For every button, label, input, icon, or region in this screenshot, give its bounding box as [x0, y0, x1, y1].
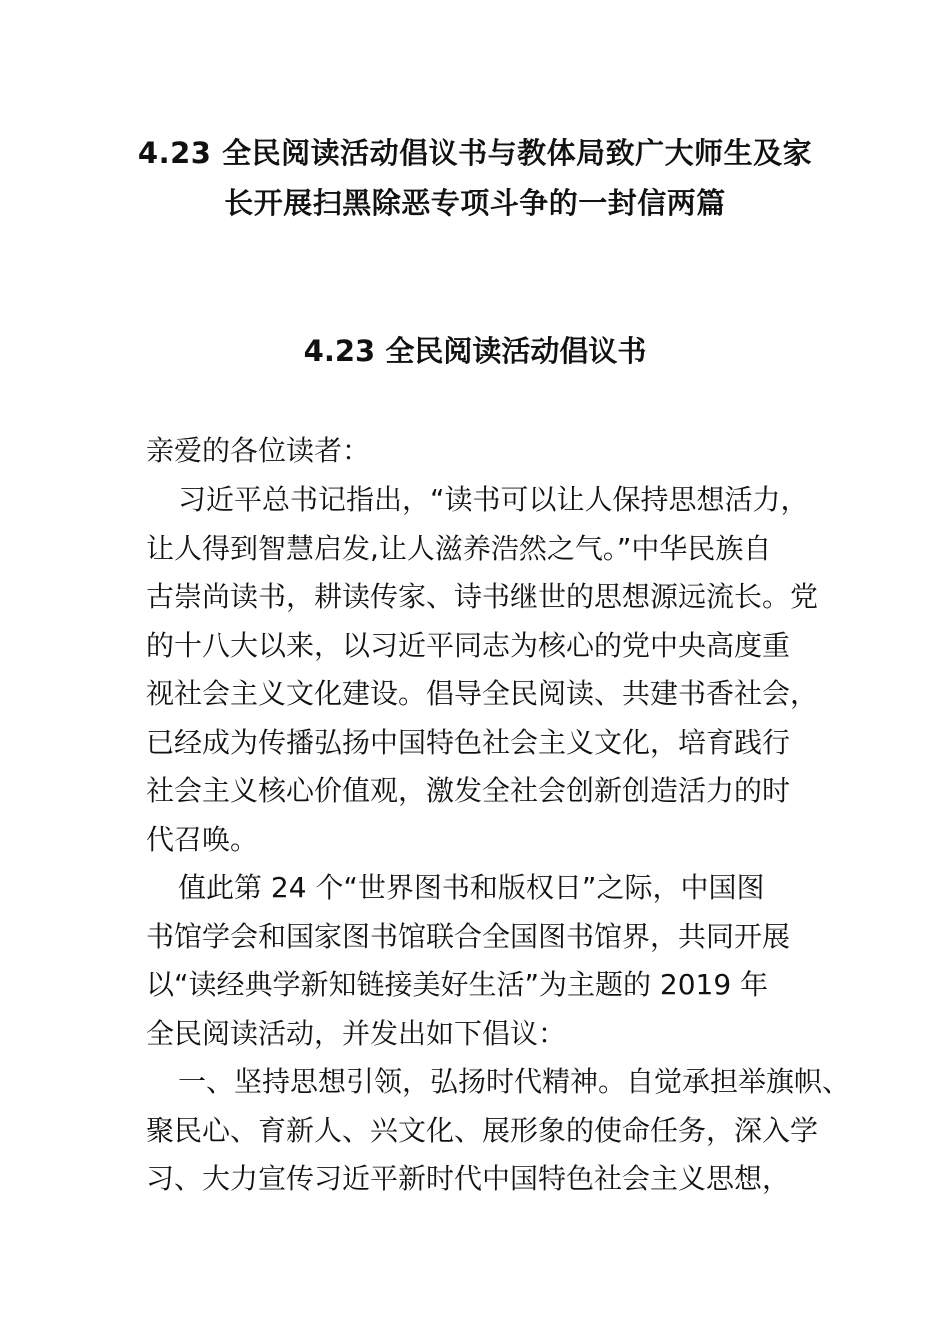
paragraph-line: 全民阅读活动，并发出如下倡议：	[146, 1016, 567, 1050]
paragraph-line: 书馆学会和国家图书馆联合全国图书馆界，共同开展	[146, 919, 791, 953]
paragraph-line: 古崇尚读书，耕读传家、诗书继世的思想源远流长。党	[146, 580, 819, 613]
paragraph-line: 一、坚持思想引领，弘扬时代精神。自觉承担举旗帜、	[178, 1065, 851, 1098]
body-text	[146, 476, 851, 1204]
salutation: 亲爱的各位读者：	[146, 434, 371, 467]
paragraph-line: 习、大力宣传习近平新时代中国特色社会主义思想，	[146, 1162, 791, 1195]
paragraph-line: 视社会主义文化建设。倡导全民阅读、共建书香社会，	[146, 677, 819, 710]
paragraph-line: 值此第 24 个“世界图书和版权日”之际，中国图	[178, 871, 765, 904]
paragraph-line: 聚民心、育新人、兴文化、展形象的使命任务，深入学	[146, 1113, 819, 1147]
document-title-line-2: 长开展扫黑除恶专项斗争的一封信两篇	[224, 186, 726, 220]
paragraph-line: 已经成为传播弘扬中国特色社会主义文化，培育践行	[146, 725, 791, 759]
document-title-line-1: 4.23 全民阅读活动倡议书与教体局致广大师生及家	[137, 136, 813, 170]
section-title: 4.23 全民阅读活动倡议书	[303, 334, 647, 368]
paragraph-line: 社会主义核心价值观，激发全社会创新创造活力的时	[146, 774, 791, 807]
paragraph-line: 以“读经典学新知链接美好生活”为主题的 2019 年	[146, 968, 769, 1001]
document-title	[0, 128, 950, 228]
paragraph-line: 代召唤。	[146, 822, 259, 856]
paragraph-line: 让人得到智慧启发,让人滋养浩然之气。”中华民族自	[146, 531, 772, 565]
paragraph-line: 的十八大以来，以习近平同志为核心的党中央高度重	[146, 628, 791, 662]
paragraph-line: 习近平总书记指出，“读书可以让人保持思想活力，	[178, 483, 809, 516]
